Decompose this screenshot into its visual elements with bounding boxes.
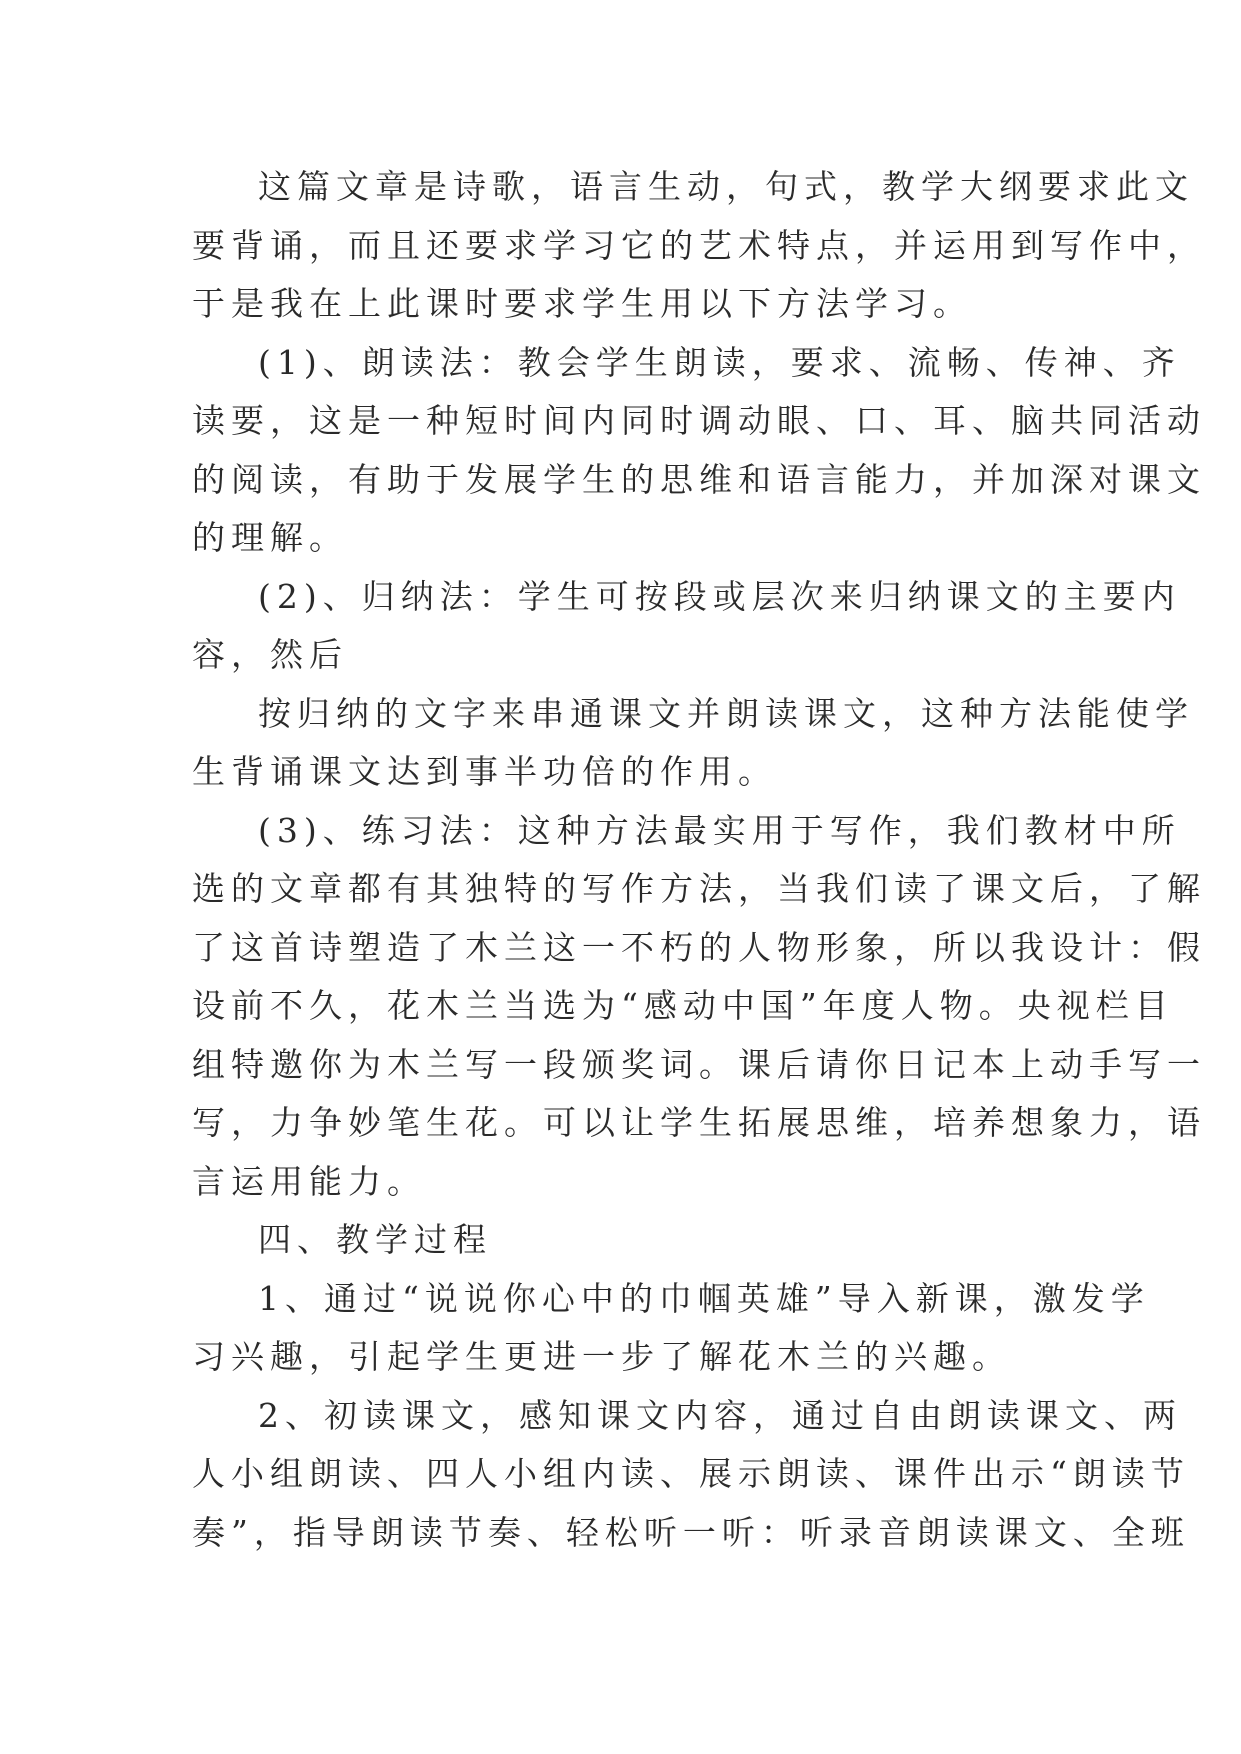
paragraph bbox=[192, 334, 1206, 568]
text-line: 生背诵课文达到事半功倍的作用。 bbox=[192, 752, 777, 791]
text-line: 了这首诗塑造了木兰这一不朽的人物形象，所以我设计：假 bbox=[192, 927, 1206, 967]
paragraph bbox=[192, 1211, 1067, 1270]
paragraph bbox=[192, 158, 1206, 334]
text-line: 人小组朗读、四人小组内读、展示朗读、课件出示“朗读节 bbox=[192, 1454, 1190, 1493]
text-line: 按归纳的文字来串通课文并朗读课文，这种方法能使学 bbox=[258, 693, 1194, 733]
text-line: 选的文章都有其独特的写作方法，当我们读了课文后，了解 bbox=[192, 869, 1206, 908]
text-line: 读要，这是一种短时间内同时调动眼、口、耳、脑共同活动 bbox=[192, 401, 1206, 440]
paragraph bbox=[192, 802, 1206, 1212]
text-line: 奏”，指导朗读节奏、轻松听一听：听录音朗读课文、全班 bbox=[192, 1512, 1190, 1552]
text-line: (2)、归纳法：学生可按段或层次来归纳课文的主要内 bbox=[258, 576, 1181, 616]
text-line: 要背诵，而且还要求学习它的艺术特点，并运用到写作中， bbox=[192, 225, 1206, 265]
paragraph bbox=[192, 685, 1194, 802]
text-line: 容，然后 bbox=[192, 635, 348, 674]
text-line: 写，力争妙笔生花。可以让学生拓展思维，培养想象力，语 bbox=[192, 1103, 1206, 1142]
text-line: 的理解。 bbox=[192, 518, 348, 557]
paragraph bbox=[192, 1270, 1150, 1387]
text-line: (1)、朗读法：教会学生朗读，要求、流畅、传神、齐 bbox=[258, 342, 1181, 382]
text-line: 设前不久，花木兰当选为“感动中国”年度人物。央视栏目 bbox=[192, 986, 1174, 1025]
text-line: 1、通过“说说你心中的巾帼英雄”导入新课，激发学 bbox=[258, 1278, 1150, 1318]
text-line: 的阅读，有助于发展学生的思维和语言能力，并加深对课文 bbox=[192, 459, 1206, 499]
text-line: 这篇文章是诗歌，语言生动，句式，教学大纲要求此文 bbox=[258, 167, 1194, 206]
document-body bbox=[192, 158, 1206, 1562]
text-line: 于是我在上此课时要求学生用以下方法学习。 bbox=[192, 284, 972, 323]
text-line: 四、教学过程 bbox=[258, 1220, 492, 1259]
text-line: 言运用能力。 bbox=[192, 1161, 426, 1201]
text-line: 习兴趣，引起学生更进一步了解花木兰的兴趣。 bbox=[192, 1337, 1011, 1376]
paragraph bbox=[192, 1387, 1190, 1563]
text-line: 2、初读课文，感知课文内容，通过自由朗读课文、两 bbox=[258, 1395, 1182, 1435]
paragraph bbox=[192, 568, 1181, 685]
text-line: (3)、练习法：这种方法最实用于写作，我们教材中所 bbox=[258, 810, 1181, 850]
text-line: 组特邀你为木兰写一段颁奖词。课后请你日记本上动手写一 bbox=[192, 1044, 1206, 1084]
